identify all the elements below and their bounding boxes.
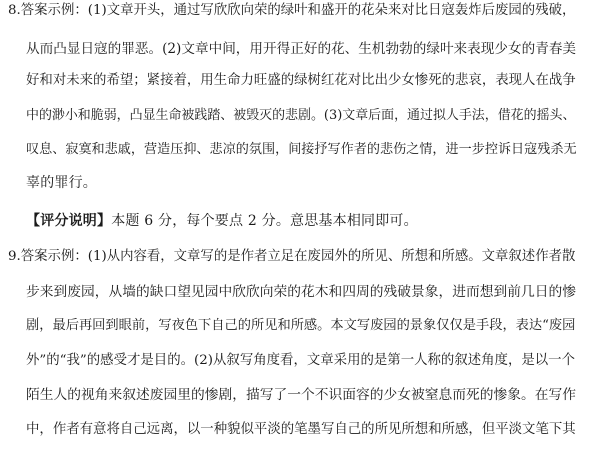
answer-9-line-2: 步来到废园，从墙的缺口望见园中欣欣向荣的花木和四周的残破景象，进而想到前几日的惨 [26, 284, 577, 300]
answer-9-line-1: 9.答案示例：(1)从内容看，文章写的是作者立足在废园外的所见、所想和所感。文章叙述作者散 [8, 249, 576, 264]
answer-8-line-2: 从而凸显日寇的罪恶。(2)文章中间，用开得正好的花、生机勃勃的绿叶来表现少女的青春美 [26, 41, 577, 57]
answer-8-line-4: 中的渺小和脆弱，凸显生命被践踏、被毁灭的悲剧。(3)文章后面，通过拟人手法，借花的摇头、 [26, 108, 576, 123]
answer-9-line-6: 中，作者有意将自己远离，以一种貌似平淡的笔墨写自己的所见所想和所感，但平淡文笔下其 [26, 422, 576, 437]
answer-9-line-4: 外”的“我”的感受才是目的。(2)从叙写角度看，文章采用的是第一人称的叙述角度，是以一个 [26, 353, 575, 368]
answer-9-line-5: 陌生人的视角来叙述废园里的惨剧，描写了一个不识面容的少女被窒息而死的惨象。在写作 [26, 387, 577, 403]
answer-8-line-1: 8.答案示例：(1)文章开头，通过写欣欣向荣的绿叶和盛开的花朵来对比日寇轰炸后废园的残破， [8, 3, 576, 18]
scoring-note-text: 本题 6 分，每个要点 2 分。意思基本相同即可。 [111, 213, 418, 229]
answer-8-line-5: 叹息、寂寞和悲戚，营造压抑、悲凉的氛围，间接抒写作者的悲伤之情，进一步控诉日寇残杀无 [26, 142, 577, 157]
scoring-note-label: 【评分说明】 [26, 213, 112, 229]
answer-9-line-3: 剧，最后再回到眼前，写夜色下自己的所见和所感。本文写废园的景象仅仅是手段，表达“废园 [26, 318, 576, 333]
answer-8-line-3: 好和对未来的希望；紧接着，用生命力旺盛的绿树红花对比出少女惨死的悲哀，表现人在战争 [26, 73, 576, 88]
scoring-note [26, 211, 418, 231]
answer-8-line-6: 辜的罪行。 [26, 175, 97, 191]
